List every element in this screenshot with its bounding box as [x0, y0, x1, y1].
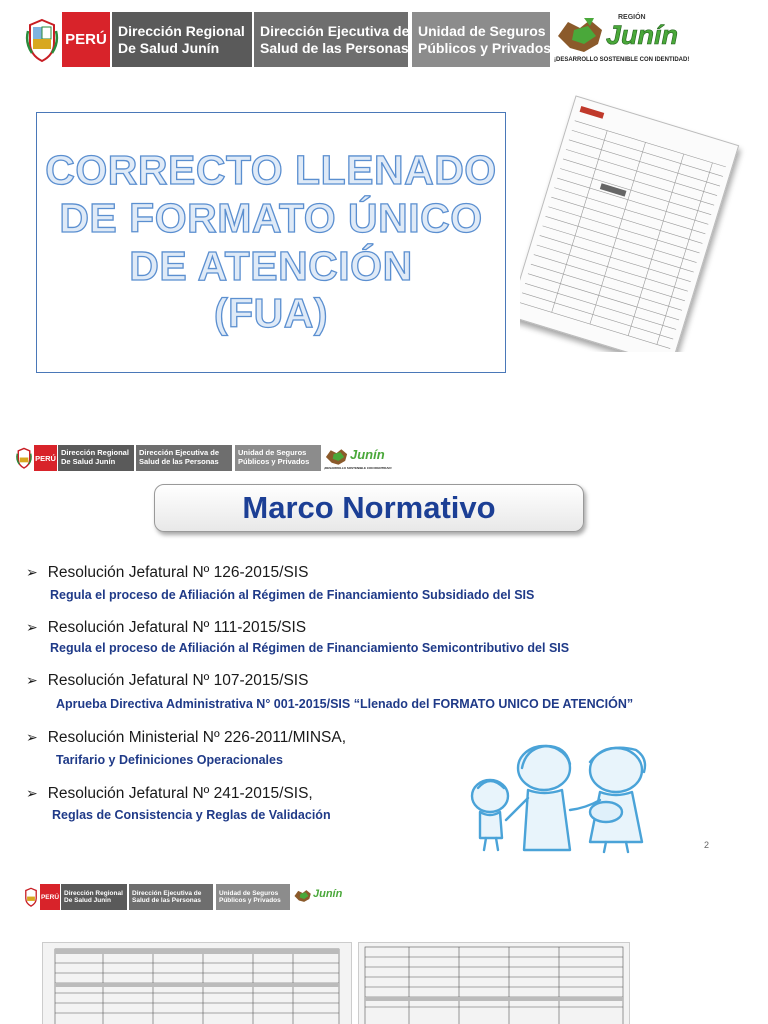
fua-form-preview-right [358, 942, 630, 1024]
arrow-bullet-icon: ➢ [26, 729, 38, 745]
resolution-title: Resolución Jefatural Nº 126-2015/SIS [47, 564, 309, 581]
peru-coat-of-arms-icon [22, 884, 40, 910]
region-tagline: ¡DESARROLLO SOSTENIBLE CON IDENTIDAD! [554, 57, 690, 63]
peru-coat-of-arms-icon [22, 12, 62, 67]
header-box-direccion-regional [112, 12, 252, 67]
resolution-desc-3: Aprueba Directiva Administrativa N° 001-2015/SIS “Llenado del FORMATO UNICO DE ATENCIÓN” [56, 697, 634, 711]
header-box-direccion-ejecutiva [136, 445, 232, 471]
marco-normativo-title: Marco Normativo [242, 490, 496, 525]
peru-badge: PERÚ [34, 445, 57, 471]
region-junin-map-icon [324, 447, 350, 467]
slide-title: CORRECTO LLENADO DE FORMATO ÚNICO DE ATENCIÓN (FUA) [45, 147, 497, 337]
resolution-item-3 [26, 672, 308, 690]
header-box3-line1: Unidad de Seguros [418, 23, 546, 40]
region-big-label: Junín [313, 888, 343, 900]
resolution-item-4 [26, 729, 346, 747]
resolution-item-2 [26, 619, 306, 637]
resolution-desc-2: Regula el proceso de Afiliación al Régimen de Financiamiento Semicontributivo del SIS [50, 641, 570, 655]
header-box2-line2: Salud de las Personas [132, 897, 202, 904]
region-junin-logo [293, 884, 343, 910]
header-box3-line2: Públicos y Privados [238, 457, 310, 466]
arrow-bullet-icon: ➢ [26, 672, 38, 688]
header-box3-line2: Públicos y Privados [418, 39, 552, 56]
header-box-direccion-regional [61, 884, 127, 910]
header-bar-small [22, 884, 343, 910]
resolution-desc-4: Tarifario y Definiciones Operacionales [56, 753, 283, 767]
slide-1 [0, 0, 768, 400]
header-box-unidad-seguros [412, 12, 550, 67]
header-box3-line1: Unidad de Seguros [219, 889, 279, 897]
region-junin-logo [324, 445, 402, 471]
page-number: 2 [704, 840, 710, 850]
header-box2-line2: Salud de las Personas [260, 39, 409, 56]
header-box1-line2: De Salud Junín [61, 457, 116, 466]
region-small-label: REGIÓN [618, 14, 646, 21]
fua-form-image [520, 92, 760, 352]
region-junin-map-icon [293, 888, 313, 904]
header-box2-line2: Salud de las Personas [139, 457, 219, 466]
family-illustration [466, 738, 676, 858]
header-box1-line2: De Salud Junín [118, 39, 220, 56]
arrow-bullet-icon: ➢ [26, 619, 38, 635]
resolution-title: Resolución Jefatural Nº 107-2015/SIS [47, 672, 309, 689]
header-box2-line1: Dirección Ejecutiva de [139, 448, 220, 458]
resolution-item-1 [26, 564, 308, 582]
peru-badge: PERÚ [62, 12, 110, 67]
peru-badge: PERÚ [40, 884, 60, 910]
region-big-label: Junín [606, 20, 678, 50]
marco-normativo-banner [154, 484, 584, 532]
resolution-item-5 [26, 785, 313, 803]
region-tagline: ¡DESARROLLO SOSTENIBLE CON IDENTIDAD! [324, 466, 392, 470]
header-box1-line1: Dirección Regional [118, 23, 245, 40]
resolution-title: Resolución Ministerial Nº 226-2011/MINSA, [47, 729, 347, 746]
peru-coat-of-arms-icon [14, 445, 34, 471]
header-box-direccion-ejecutiva [129, 884, 213, 910]
region-junin-map-icon [554, 16, 608, 56]
fua-form-preview-left [42, 942, 352, 1024]
resolution-desc-5: Reglas de Consistencia y Reglas de Validación [52, 808, 331, 822]
resolution-desc-1: Regula el proceso de Afiliación al Régimen de Financiamiento Subsidiado del SIS [50, 588, 535, 602]
header-bar [22, 12, 690, 67]
slide-2 [0, 400, 768, 870]
region-junin-logo [554, 12, 690, 67]
header-box3-line2: Públicos y Privados [219, 897, 281, 904]
header-box1-line1: Dirección Regional [61, 448, 129, 458]
header-box2-line1: Dirección Ejecutiva de [260, 23, 410, 40]
header-box-unidad-seguros [235, 445, 321, 471]
resolution-title: Resolución Jefatural Nº 111-2015/SIS [47, 619, 307, 636]
header-box2-line1: Dirección Ejecutiva de [132, 889, 202, 897]
slide-title-box [36, 112, 506, 373]
region-big-label: Junín [350, 447, 385, 462]
slide-3 [0, 870, 768, 1024]
header-bar-small [14, 445, 402, 471]
header-box1-line1: Dirección Regional [64, 889, 123, 897]
header-box-direccion-ejecutiva [254, 12, 408, 67]
header-box-direccion-regional [58, 445, 134, 471]
resolution-title: Resolución Jefatural Nº 241-2015/SIS, [47, 785, 313, 802]
header-box3-line1: Unidad de Seguros [238, 448, 307, 458]
arrow-bullet-icon: ➢ [26, 785, 38, 801]
header-box-unidad-seguros [216, 884, 290, 910]
header-box1-line2: De Salud Junín [64, 897, 111, 904]
arrow-bullet-icon: ➢ [26, 564, 38, 580]
